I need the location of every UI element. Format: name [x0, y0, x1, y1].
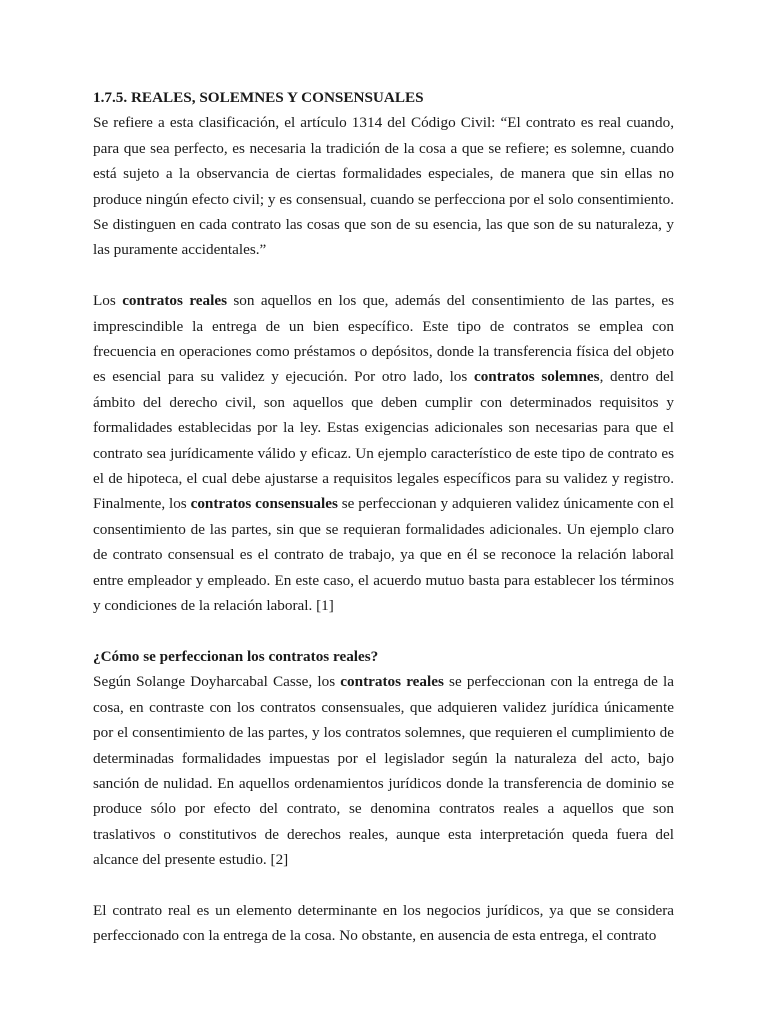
text-run: se perfeccionan y adquieren validez únicamente con el consentimiento de las partes, sin que se requieran formalidades adicionales. Un ejemplo claro de contrato consensual es el contrato de trabajo, ya que en él se reconoce la relación laboral entre empleador y empleado. En este caso, el acuerdo mutuo basta para establecer los términos y condiciones de la relación laboral. [1]: [93, 495, 674, 615]
bold-term: contratos solemnes: [473, 368, 600, 386]
section-paragraph: Se refiere a esta clasificación, el artículo 1314 del Código Civil: “El contrato es real cuando, para que sea perfecto, es necesaria la tradición de la cosa a que se refiere; es solemne, cuando está sujeto a la observancia de ciertas formalidades especiales, de manera que sin ellas no produce ningún efecto civil; y es consensual, cuando se perfecciona por el solo consentimiento. Se distinguen en cada contrato las cosas que son de su esencia, las que son de su naturaleza, y las puramente accidentales.”: [93, 114, 674, 259]
text-run: Los: [93, 292, 123, 310]
section-heading: ¿Cómo se perfeccionan los contratos reales?: [93, 647, 379, 665]
section-3: [93, 644, 674, 873]
text-run: , dentro del ámbito del derecho civil, son aquellos que deben cumplir con determinados requisitos y formalidades establecidas por la ley. Estas exigencias adicionales son necesarias para que el contrato sea jurídicamente válido y eficaz. Un ejemplo característico de este tipo de contrato es el de hipoteca, el cual debe ajustarse a requisitos legales específicos para su validez y registro. Finalmente, los: [93, 368, 675, 513]
section-heading: 1.7.5. REALES, SOLEMNES Y CONSENSUALES: [93, 89, 424, 106]
section-paragraph: El contrato real es un elemento determinante en los negocios jurídicos, ya que se considera perfeccionado con la entrega de la cosa. No obstante, en ausencia de esta entrega, el contrato: [93, 901, 674, 945]
bold-term: contratos reales: [340, 673, 444, 691]
bold-term: contratos reales: [122, 292, 227, 310]
bold-term: contratos consensuales: [190, 495, 338, 513]
section-4: [93, 898, 674, 949]
text-run: Según Solange Doyharcabal Casse, los: [93, 673, 341, 691]
section-1: [93, 85, 674, 263]
section-2: [93, 288, 674, 618]
text-run: son aquellos en los que, además del consentimiento de las partes, es imprescindible la entrega de un bien específico. Este tipo de contratos se emplea con frecuencia en operaciones como préstamos o depósitos, donde la transferencia física del objeto es esencial para su validez y ejecución. Por otro lado, los: [93, 292, 675, 386]
text-run: se perfeccionan con la entrega de la cosa, en contraste con los contratos consensuales, que adquieren validez jurídica únicamente por el consentimiento de las partes, y los contratos solemnes, que requieren el cumplimiento de determinadas formalidades impuestas por el legislador según la naturaleza del acto, bajo sanción de nulidad. En aquellos ordenamientos jurídicos donde la transferencia de dominio se produce sólo por efecto del contrato, se denomina contratos reales a aquellos que son traslativos o constitutivos de derechos reales, aunque esta interpretación queda fuera del alcance del presente estudio. [2]: [93, 673, 674, 869]
